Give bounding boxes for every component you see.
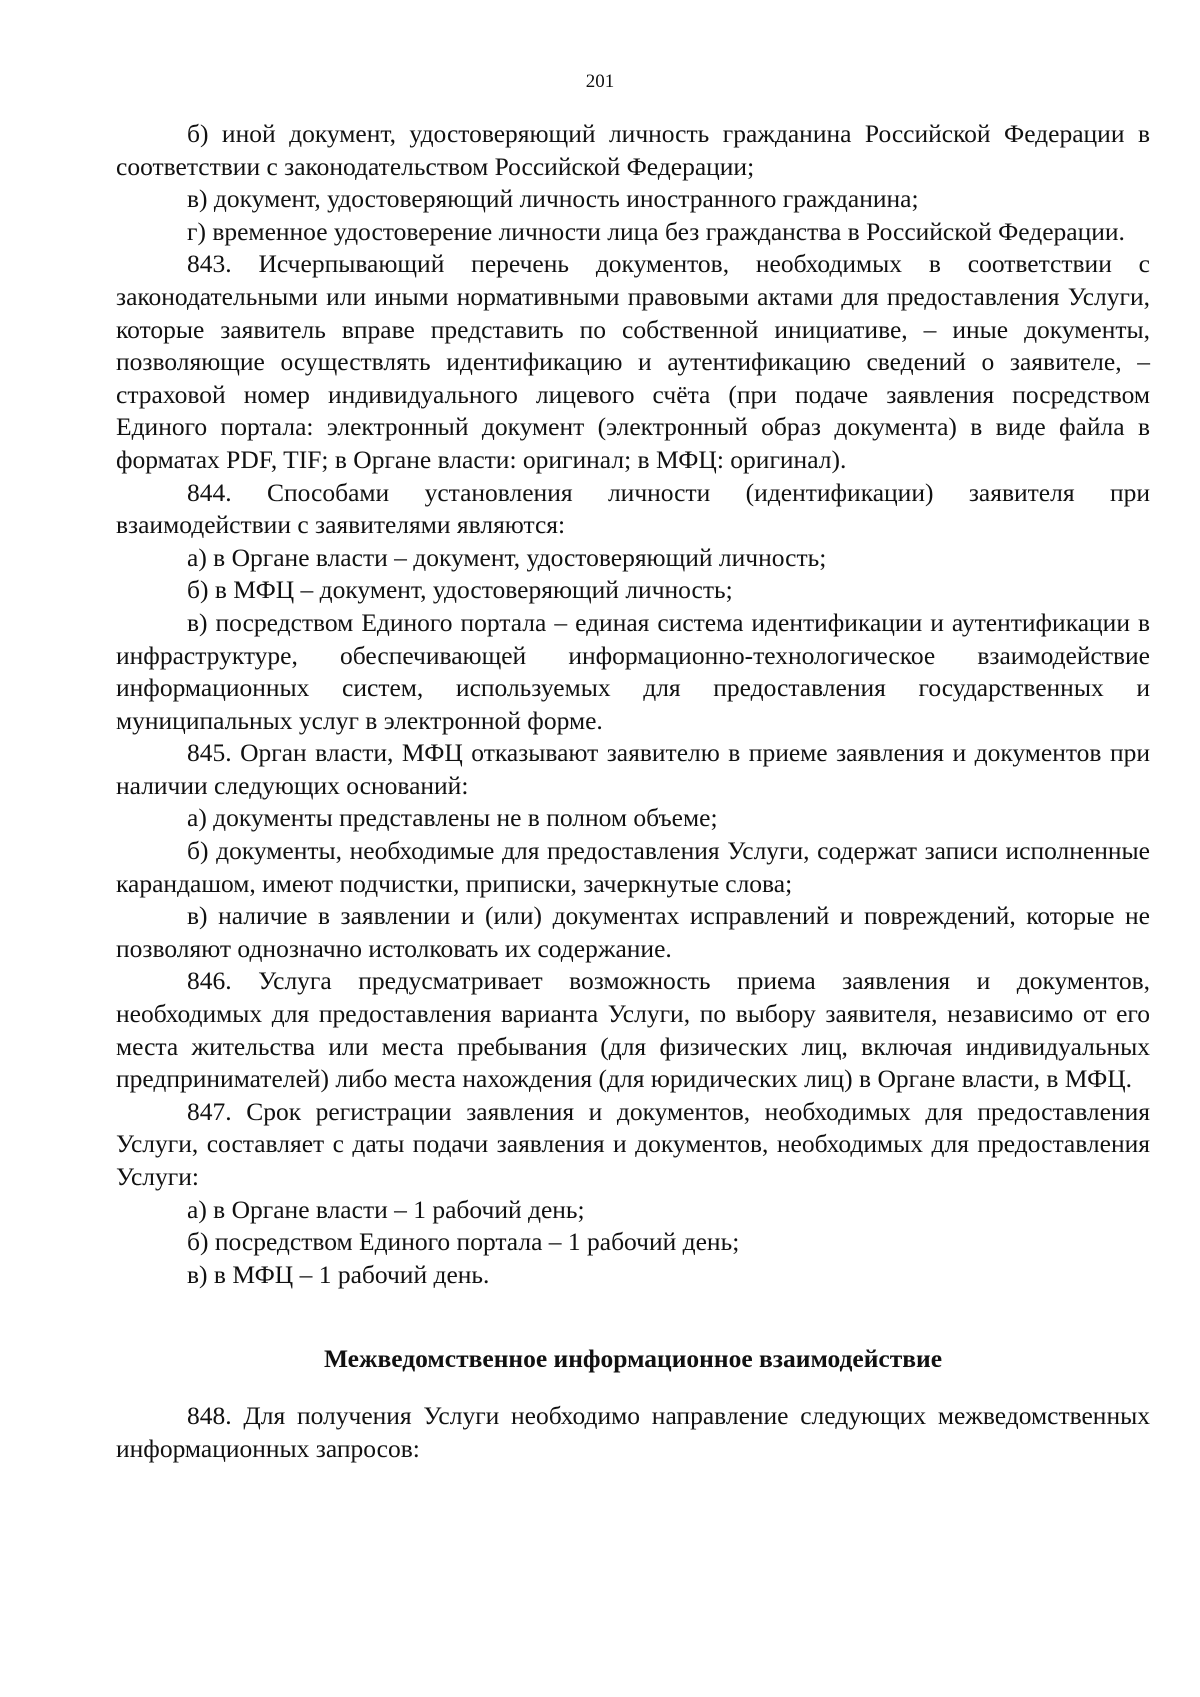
page-number: 201 bbox=[585, 71, 615, 92]
paragraph-846: 846. Услуга предусматривает возможность приема заявления и документов, необходимых для предоставления варианта Услуги, по выбору заявителя, независимо от его места жительства или места пребывания (для физических лиц, включая индивидуальных предпринимателей) либо места нахождения (для юридических лиц) в Органе власти, в МФЦ. bbox=[116, 966, 1150, 1094]
paragraph-847-a: а) в Органе власти – 1 рабочий день; bbox=[187, 1194, 585, 1224]
paragraph-845-b: б) документы, необходимые для предоставления Услуги, содержат записи исполненные карандашом, имеют подчистки, приписки, зачеркнутые слова; bbox=[116, 836, 1150, 898]
paragraph-item-b-identity-doc: б) иной документ, удостоверяющий личность гражданина Российской Федерации в соответствии с законодательством Российской Федерации; bbox=[116, 119, 1150, 181]
paragraph-848: 848. Для получения Услуги необходимо направление следующих межведомственных информационных запросов: bbox=[116, 1400, 1150, 1463]
paragraph-844-b: б) в МФЦ – документ, удостоверяющий личность; bbox=[187, 575, 733, 605]
paragraph-844-v: в) посредством Единого портала – единая система идентификации и аутентификации в инфраструктуре, обеспечивающей информационно-технологическое взаимодействие информационных систем, используемых для предоставления государственных и муниципальных услуг в электронной форме. bbox=[116, 607, 1150, 735]
paragraph-845: 845. Орган власти, МФЦ отказывают заявителю в приеме заявления и документов при наличии следующих оснований: bbox=[116, 738, 1150, 800]
section-heading: Межведомственное информационное взаимодействие bbox=[323, 1344, 943, 1374]
paragraph-item-g-temporary-doc: г) временное удостоверение личности лица без гражданства в Российской Федерации. bbox=[187, 216, 1125, 246]
paragraph-847-b: б) посредством Единого портала – 1 рабочий день; bbox=[187, 1227, 740, 1257]
paragraph-845-v: в) наличие в заявлении и (или) документах исправлений и повреждений, которые не позволяют однозначно истолковать их содержание. bbox=[116, 901, 1150, 963]
paragraph-847-v: в) в МФЦ – 1 рабочий день. bbox=[187, 1259, 490, 1289]
paragraph-844: 844. Способами установления личности (идентификации) заявителя при взаимодействии с заявителями являются: bbox=[116, 477, 1150, 540]
paragraph-847: 847. Срок регистрации заявления и документов, необходимых для предоставления Услуги, составляет с даты подачи заявления и документов, необходимых для предоставления Услуги: bbox=[116, 1096, 1150, 1191]
paragraph-844-a: а) в Органе власти – документ, удостоверяющий личность; bbox=[187, 542, 827, 572]
document-body bbox=[116, 118, 1150, 1465]
paragraph-843: 843. Исчерпывающий перечень документов, необходимых в соответствии с законодательными или иными нормативными правовыми актами для предоставления Услуги, которые заявитель вправе представить по собственной инициативе, – иные документы, позволяющие осуществлять идентификацию и аутентификацию сведений о заявителе, – страховой номер индивидуального лицевого счёта (при подаче заявления посредством Единого портала: электронный документ (электронный образ документа) в виде файла в форматах PDF, TIF; в Органе власти: оригинал; в МФЦ: оригинал). bbox=[116, 249, 1150, 474]
paragraph-845-a: а) документы представлены не в полном объеме; bbox=[187, 803, 718, 833]
paragraph-item-v-foreign-doc: в) документ, удостоверяющий личность иностранного гражданина; bbox=[187, 184, 919, 214]
